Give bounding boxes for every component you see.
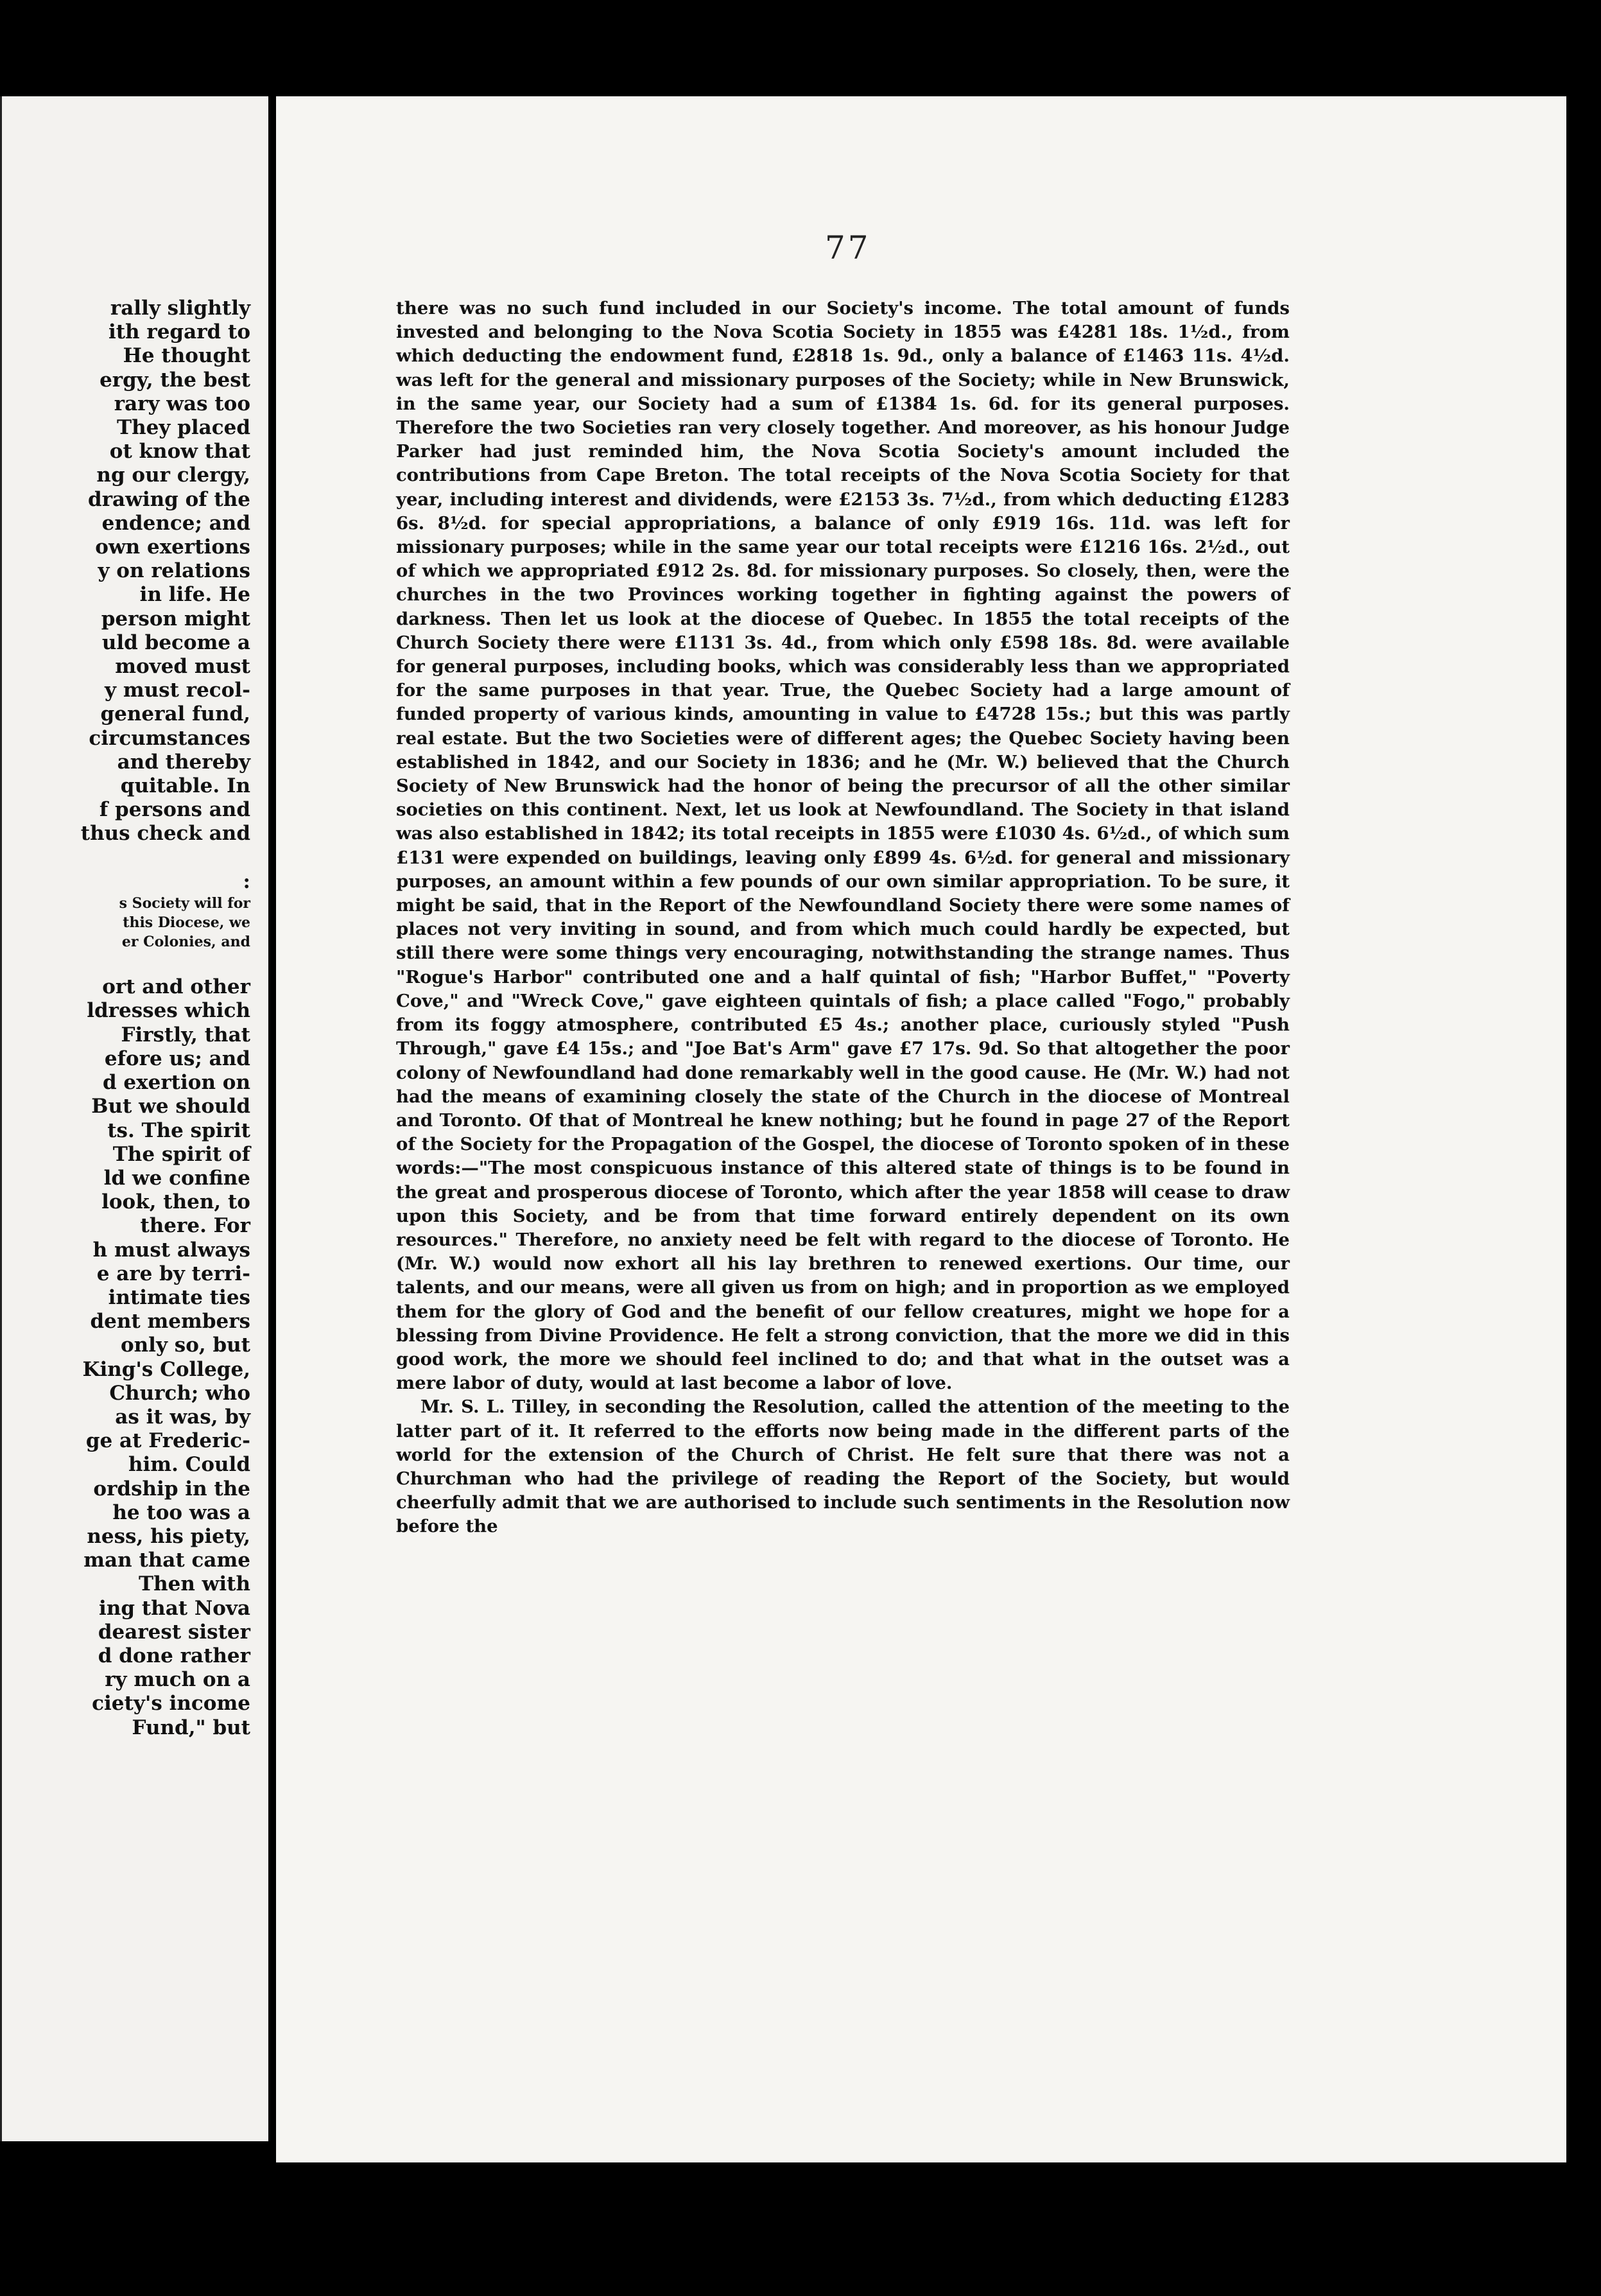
left-fragment-line: ort and other [102,975,250,999]
left-fragment-line: ing that Nova [99,1596,250,1620]
left-fragment-line: quitable. In [120,774,250,798]
left-fragment-line: only so, but [120,1334,250,1357]
left-fragment-line: ot know that [109,440,250,464]
left-page [0,96,268,2141]
left-fragment-line: drawing of the [88,487,250,511]
left-fragment-line: ldresses which [87,999,250,1023]
left-fragment-line: there. For [140,1214,250,1238]
left-fragment-line: ness, his piety, [87,1524,250,1548]
left-fragment-line: d done rather [98,1644,250,1667]
left-fragment-line: as it was, by [115,1405,250,1429]
left-fragment-line: The spirit of [112,1142,250,1166]
left-fragment-line: er Colonies, and [121,934,250,951]
left-fragment-line: general fund, [100,702,250,726]
left-fragment-line: ry much on a [105,1668,250,1692]
left-fragment-line: Fund," but [132,1716,250,1739]
page-number: 77 [825,229,871,266]
left-fragment-line: ciety's income [92,1692,250,1716]
left-fragment-line [6,846,250,870]
left-fragment-line: person might [101,607,250,631]
left-fragment-line: thus check and [80,822,250,846]
left-fragment-line: He thought [123,344,250,368]
left-fragment-line: efore us; and [104,1047,250,1070]
left-page-edge [0,96,2,2141]
paragraph-2: Mr. S. L. Tilley, in seconding the Resolution, called the attention of the meeting to the latter part of it. It referred to the efforts now being made in the different parts of the world for the extension of the Church of Christ. He felt sure that there was not a Churchman who had the privilege of reading the Report of the Society, but would cheerfully admit that we are authorised to include such sentiments in the Resolution now before the [396,1396,1290,1537]
left-fragment-line: rary was too [114,392,250,415]
left-fragment-line: uld become a [101,631,250,654]
left-fragment-line: this Diocese, we [123,914,250,932]
left-fragment-line: f persons and [99,798,250,822]
left-fragment-line: e are by terri- [96,1262,250,1285]
left-fragment-line: moved must [115,655,250,679]
left-fragment-line: ergy, the best [100,368,250,392]
left-fragment-line: ng our clergy, [96,464,250,487]
left-fragment-line: endence; and [101,511,250,535]
left-page-text-fragment [6,297,250,1740]
left-fragment-line: They placed [117,416,250,440]
left-fragment-line: s Society will for [119,895,250,912]
left-fragment-line: own exertions [95,535,250,559]
paragraph-1: there was no such fund included in our Society's income. The total amount of funds invested and belonging to the Nova Scotia Society in 1855 was £4281 18s. 1½d., from which deducting the endowment fund, £2818 1s. 9d., only a balance of £1463 11s. 4½d. was left for the general and missionary purposes of the Society; while in New Brunswick, in the same year, our Society had a sum of £1384 1s. 6d. for its general purposes. Therefore the two Societies ran very closely together. And moreover, as his honour Judge Parker had just reminded him, the Nova Scotia Society's amount included the contributions from Cape Breton. The total receipts of the Nova Scotia Society for that year, including interest and dividends, were £2153 3s. 7½d., from which deducting £1283 6s. 8½d. for special appropriations, a balance of only £919 16s. 11d. was left for missionary purposes; while in the same year our total receipts were £1216 16s. 2½d., out of which we appropriated £912 2s. 8d. for missionary purposes. So closely, then, were the churches in the two Provinces working together in fighting against the powers of darkness. Then let us look at the diocese of Quebec. In 1855 the total receipts of the Church Society there were £1131 3s. 4d., from which only £598 18s. 8d. were available for general purposes, including books, which was considerably less than we appropriated for the same purposes in that year. True, the Quebec Society had a large amount of funded property of various kinds, amounting in value to £4728 15s.; but this was partly real estate. But the two Societies were of different ages; the Quebec Society having been established in 1842, and our Society in 1836; and he (Mr. W.) believed that the Church Society of New Brunswick had the honor of being the precursor of all the other similar societies on this continent. Next, let us look at Newfoundland. The Society in that island was also established in 1842; its total receipts in 1855 were £1030 4s. 6½d., of which sum £131 were expended on buildings, leaving only £899 4s. 6½d. for general and missionary purposes, an amount within a few pounds of our own similar appropriation. To be sure, it might be said, that in the Report of the Newfoundland Society there were some names of places not very inviting in sound, and from which much could hardly be expected, but still there were some things very encouraging, notwithstanding the strange names. Thus "Rogue's Harbor" contributed one and a half quintal of fish; "Harbor Buffet," "Poverty Cove," and "Wreck Cove," gave eighteen quintals of fish; a place called "Fogo," probably from its foggy atmosphere, contributed £5 4s.; another place, curiously styled "Push Through," gave £4 15s.; and "Joe Bat's Arm" gave £7 17s. 9d. So that altogether the poor colony of Newfoundland had done remarkably well in the good cause. He (Mr. W.) had not had the means of examining closely the state of the Church in the diocese of Montreal and Toronto. Of that of Montreal he knew nothing; but he found in page 27 of the Report of the Society for the Propagation of the Gospel, the diocese of Toronto spoken of in these words:—"The most conspicuous instance of this altered state of things is to be found in the great and prosperous diocese of Toronto, which after the year 1858 will cease to draw upon this Society, and be from that time forward entirely dependent on its own resources." Therefore, no anxiety need be felt with regard to the diocese of Toronto. He (Mr. W.) would now exhort all his lay brethren to renewed exertions. Our time, our talents, and our means, were all given us from on high; and in proportion as we employed them for the glory of God and the benefit of our fellow creatures, might we hope for a blessing from Divine Providence. He felt a strong conviction, that the more we did in this good work, the more we should feel inclined to do; and that what in the outset was a mere labor of duty, would at last become a labor of love. [396,298,1290,1394]
left-fragment-line: King's College, [82,1357,250,1381]
page-body-text [396,297,1290,1539]
left-fragment-line: y on relations [98,559,250,583]
left-fragment-line: h must always [92,1238,250,1262]
left-fragment-line: him. Could [128,1453,250,1477]
left-fragment-line: ld we confine [103,1166,250,1190]
left-fragment-line: ordship in the [93,1477,250,1500]
left-fragment-line: ith regard to [108,320,250,344]
left-fragment-line: man that came [83,1549,250,1572]
left-fragment-line: intimate ties [108,1285,250,1309]
left-fragment-line: he too was a [112,1500,250,1524]
left-fragment-line: ge at Frederic- [85,1429,250,1453]
left-fragment-line: : [243,869,250,893]
left-fragment-line: y must recol- [105,679,250,702]
left-fragment-line: Church; who [109,1381,250,1405]
left-fragment-line: dent members [90,1310,250,1334]
left-fragment-line: rally slightly [110,297,250,320]
left-fragment-line: Firstly, that [121,1023,250,1047]
left-fragment-line: ts. The spirit [107,1118,250,1142]
left-fragment-line: and thereby [117,750,250,774]
left-fragment-line: look, then, to [101,1190,250,1214]
left-fragment-line: But we should [91,1095,250,1118]
left-fragment-line: circumstances [89,726,250,750]
left-fragment-line: dearest sister [98,1620,250,1644]
left-fragment-line [6,952,250,975]
left-fragment-line: d exertion on [102,1071,250,1095]
left-fragment-line: Then with [139,1572,250,1596]
left-fragment-line: in life. He [139,583,250,607]
